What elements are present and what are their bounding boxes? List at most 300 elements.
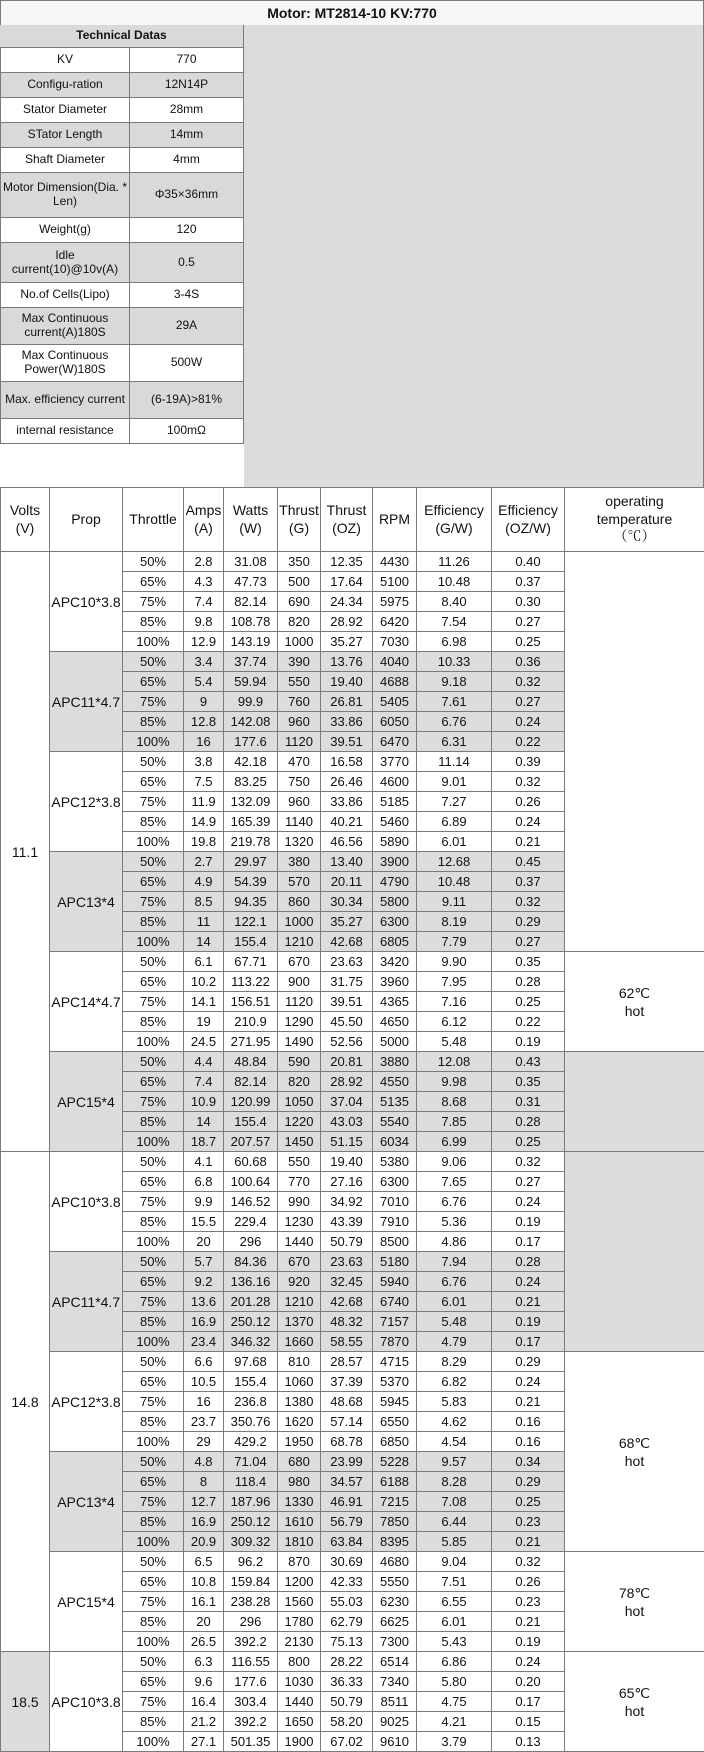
thrust-g-cell: 350 [278,552,321,572]
watts-cell: 83.25 [224,772,278,792]
efficiency-ozw-cell: 0.19 [492,1212,565,1232]
spec-row [0,345,244,382]
spec-row [0,48,244,73]
efficiency-gw-cell: 6.44 [417,1512,492,1532]
prop-cell: APC14*4.7 [50,952,123,1052]
efficiency-gw-cell: 5.83 [417,1392,492,1412]
watts-cell: 229.4 [224,1212,278,1232]
rpm-cell: 6850 [373,1432,417,1452]
prop-cell: APC15*4 [50,1052,123,1152]
efficiency-ozw-cell: 0.28 [492,1112,565,1132]
efficiency-ozw-cell: 0.15 [492,1712,565,1732]
throttle-cell: 65% [123,1272,184,1292]
table-row [1,1352,704,1372]
prop-cell: APC10*3.8 [50,1652,123,1752]
spec-label: Max. efficiency current [0,382,130,419]
spec-value: 770 [130,48,244,73]
amps-cell: 9.6 [184,1672,224,1692]
watts-cell: 136.16 [224,1272,278,1292]
prop-cell: APC10*3.8 [50,552,123,652]
spec-value: 29A [130,308,244,345]
thrust-oz-cell: 42.68 [321,932,373,952]
efficiency-gw-cell: 6.89 [417,812,492,832]
efficiency-gw-cell: 4.79 [417,1332,492,1352]
efficiency-ozw-cell: 0.24 [492,812,565,832]
amps-cell: 6.3 [184,1652,224,1672]
rpm-cell: 7157 [373,1312,417,1332]
throttle-cell: 85% [123,1212,184,1232]
rpm-cell: 5380 [373,1152,417,1172]
watts-cell: 94.35 [224,892,278,912]
spec-label: Configu-ration [0,73,130,98]
throttle-cell: 85% [123,1512,184,1532]
throttle-cell: 100% [123,832,184,852]
thrust-g-cell: 1210 [278,932,321,952]
thrust-g-cell: 800 [278,1652,321,1672]
throttle-cell: 65% [123,1072,184,1092]
efficiency-gw-cell: 5.80 [417,1672,492,1692]
thrust-g-cell: 1660 [278,1332,321,1352]
throttle-cell: 100% [123,1132,184,1152]
efficiency-gw-cell: 7.61 [417,692,492,712]
throttle-cell: 75% [123,1392,184,1412]
watts-cell: 54.39 [224,872,278,892]
throttle-cell: 100% [123,1332,184,1352]
rpm-cell: 6300 [373,1172,417,1192]
rpm-cell: 5540 [373,1112,417,1132]
amps-cell: 15.5 [184,1212,224,1232]
amps-cell: 9.2 [184,1272,224,1292]
efficiency-ozw-cell: 0.27 [492,612,565,632]
spec-value: 28mm [130,98,244,123]
column-header: Thrust (OZ) [321,488,373,552]
efficiency-ozw-cell: 0.29 [492,1472,565,1492]
efficiency-gw-cell: 7.54 [417,612,492,632]
efficiency-gw-cell: 12.68 [417,852,492,872]
efficiency-gw-cell: 12.08 [417,1052,492,1072]
amps-cell: 12.8 [184,712,224,732]
watts-cell: 210.9 [224,1012,278,1032]
amps-cell: 14 [184,932,224,952]
rpm-cell: 5228 [373,1452,417,1472]
specs-blank-area [244,25,704,487]
spec-row [0,173,244,218]
rpm-cell: 4365 [373,992,417,1012]
amps-cell: 27.1 [184,1732,224,1752]
efficiency-gw-cell: 10.48 [417,572,492,592]
efficiency-ozw-cell: 0.43 [492,1052,565,1072]
efficiency-gw-cell: 6.82 [417,1372,492,1392]
temperature-cell: 62℃ hot [565,952,704,1052]
efficiency-ozw-cell: 0.29 [492,1352,565,1372]
watts-cell: 132.09 [224,792,278,812]
thrust-g-cell: 570 [278,872,321,892]
amps-cell: 16 [184,732,224,752]
prop-cell: APC12*3.8 [50,752,123,852]
rpm-cell: 6805 [373,932,417,952]
thrust-g-cell: 960 [278,712,321,732]
thrust-oz-cell: 55.03 [321,1592,373,1612]
amps-cell: 6.8 [184,1172,224,1192]
amps-cell: 10.2 [184,972,224,992]
thrust-g-cell: 550 [278,672,321,692]
watts-cell: 296 [224,1612,278,1632]
thrust-g-cell: 1780 [278,1612,321,1632]
watts-cell: 392.2 [224,1712,278,1732]
throttle-cell: 100% [123,1532,184,1552]
efficiency-ozw-cell: 0.35 [492,1072,565,1092]
spec-label: No.of Cells(Lipo) [0,283,130,308]
prop-cell: APC11*4.7 [50,1252,123,1352]
spec-row [0,148,244,173]
table-row [1,552,704,572]
spec-label: internal resistance [0,419,130,444]
spec-label: KV [0,48,130,73]
column-header: Efficiency (OZ/W) [492,488,565,552]
thrust-g-cell: 670 [278,952,321,972]
amps-cell: 4.9 [184,872,224,892]
throttle-cell: 100% [123,1432,184,1452]
thrust-oz-cell: 42.33 [321,1572,373,1592]
volts-cell: 11.1 [1,552,50,1152]
thrust-oz-cell: 13.40 [321,852,373,872]
rpm-cell: 9025 [373,1712,417,1732]
thrust-g-cell: 860 [278,892,321,912]
thrust-oz-cell: 58.55 [321,1332,373,1352]
throttle-cell: 65% [123,1172,184,1192]
amps-cell: 10.5 [184,1372,224,1392]
spec-label: Motor Dimension(Dia. * Len) [0,173,130,218]
efficiency-ozw-cell: 0.17 [492,1692,565,1712]
thrust-g-cell: 1320 [278,832,321,852]
amps-cell: 3.8 [184,752,224,772]
watts-cell: 31.08 [224,552,278,572]
thrust-g-cell: 1650 [278,1712,321,1732]
efficiency-gw-cell: 10.48 [417,872,492,892]
watts-cell: 97.68 [224,1352,278,1372]
rpm-cell: 7910 [373,1212,417,1232]
amps-cell: 2.7 [184,852,224,872]
thrust-g-cell: 1380 [278,1392,321,1412]
thrust-g-cell: 670 [278,1252,321,1272]
watts-cell: 309.32 [224,1532,278,1552]
watts-cell: 187.96 [224,1492,278,1512]
efficiency-gw-cell: 4.54 [417,1432,492,1452]
thrust-g-cell: 1810 [278,1532,321,1552]
efficiency-ozw-cell: 0.20 [492,1672,565,1692]
thrust-g-cell: 1060 [278,1372,321,1392]
amps-cell: 26.5 [184,1632,224,1652]
throttle-cell: 75% [123,1092,184,1112]
amps-cell: 29 [184,1432,224,1452]
spec-row [0,98,244,123]
watts-cell: 165.39 [224,812,278,832]
thrust-g-cell: 980 [278,1472,321,1492]
thrust-oz-cell: 42.68 [321,1292,373,1312]
thrust-oz-cell: 20.11 [321,872,373,892]
throttle-cell: 75% [123,1592,184,1612]
efficiency-gw-cell: 9.57 [417,1452,492,1472]
rpm-cell: 7340 [373,1672,417,1692]
efficiency-gw-cell: 5.85 [417,1532,492,1552]
prop-cell: APC10*3.8 [50,1152,123,1252]
throttle-cell: 50% [123,1252,184,1272]
efficiency-gw-cell: 6.01 [417,1612,492,1632]
throttle-cell: 100% [123,932,184,952]
volts-cell: 14.8 [1,1152,50,1652]
thrust-g-cell: 1220 [278,1112,321,1132]
rpm-cell: 6420 [373,612,417,632]
efficiency-ozw-cell: 0.17 [492,1232,565,1252]
thrust-g-cell: 1000 [278,912,321,932]
throttle-cell: 75% [123,792,184,812]
throttle-cell: 50% [123,952,184,972]
prop-cell: APC11*4.7 [50,652,123,752]
rpm-cell: 8395 [373,1532,417,1552]
throttle-cell: 65% [123,572,184,592]
amps-cell: 14.9 [184,812,224,832]
column-header: Throttle [123,488,184,552]
watts-cell: 82.14 [224,592,278,612]
spec-label: STator Length [0,123,130,148]
efficiency-ozw-cell: 0.22 [492,1012,565,1032]
throttle-cell: 75% [123,1192,184,1212]
efficiency-ozw-cell: 0.37 [492,872,565,892]
thrust-g-cell: 1140 [278,812,321,832]
prop-cell: APC13*4 [50,852,123,952]
thrust-g-cell: 680 [278,1452,321,1472]
efficiency-gw-cell: 4.86 [417,1232,492,1252]
watts-cell: 155.4 [224,932,278,952]
table-row [1,1552,704,1572]
table-row [1,952,704,972]
efficiency-ozw-cell: 0.32 [492,772,565,792]
efficiency-ozw-cell: 0.26 [492,1572,565,1592]
efficiency-ozw-cell: 0.37 [492,572,565,592]
column-header: operating temperature （℃） [565,488,704,552]
amps-cell: 8 [184,1472,224,1492]
efficiency-gw-cell: 6.12 [417,1012,492,1032]
thrust-oz-cell: 24.34 [321,592,373,612]
thrust-oz-cell: 48.32 [321,1312,373,1332]
rpm-cell: 3880 [373,1052,417,1072]
thrust-oz-cell: 52.56 [321,1032,373,1052]
efficiency-gw-cell: 10.33 [417,652,492,672]
rpm-cell: 8500 [373,1232,417,1252]
throttle-cell: 75% [123,592,184,612]
throttle-cell: 65% [123,1372,184,1392]
efficiency-ozw-cell: 0.25 [492,632,565,652]
thrust-g-cell: 1440 [278,1232,321,1252]
rpm-cell: 6470 [373,732,417,752]
throttle-cell: 100% [123,1732,184,1752]
amps-cell: 10.9 [184,1092,224,1112]
thrust-g-cell: 770 [278,1172,321,1192]
thrust-oz-cell: 34.57 [321,1472,373,1492]
temperature-cell [565,1152,704,1352]
thrust-g-cell: 2130 [278,1632,321,1652]
efficiency-gw-cell: 7.79 [417,932,492,952]
temperature-cell: 65℃ hot [565,1652,704,1752]
watts-cell: 236.8 [224,1392,278,1412]
throttle-cell: 75% [123,1692,184,1712]
efficiency-ozw-cell: 0.21 [492,1612,565,1632]
spec-value: 14mm [130,123,244,148]
efficiency-ozw-cell: 0.16 [492,1432,565,1452]
thrust-oz-cell: 46.56 [321,832,373,852]
spec-label: Shaft Diameter [0,148,130,173]
efficiency-ozw-cell: 0.23 [492,1592,565,1612]
throttle-cell: 50% [123,1052,184,1072]
throttle-cell: 50% [123,1552,184,1572]
thrust-g-cell: 550 [278,1152,321,1172]
watts-cell: 159.84 [224,1572,278,1592]
watts-cell: 29.97 [224,852,278,872]
efficiency-ozw-cell: 0.16 [492,1412,565,1432]
efficiency-gw-cell: 8.19 [417,912,492,932]
efficiency-ozw-cell: 0.45 [492,852,565,872]
watts-cell: 201.28 [224,1292,278,1312]
amps-cell: 19.8 [184,832,224,852]
efficiency-ozw-cell: 0.32 [492,892,565,912]
watts-cell: 250.12 [224,1312,278,1332]
amps-cell: 16.9 [184,1312,224,1332]
efficiency-gw-cell: 9.98 [417,1072,492,1092]
efficiency-gw-cell: 11.26 [417,552,492,572]
rpm-cell: 3900 [373,852,417,872]
amps-cell: 7.4 [184,1072,224,1092]
watts-cell: 113.22 [224,972,278,992]
column-header: Prop [50,488,123,552]
watts-cell: 108.78 [224,612,278,632]
thrust-oz-cell: 39.51 [321,732,373,752]
thrust-oz-cell: 19.40 [321,672,373,692]
efficiency-gw-cell: 6.01 [417,832,492,852]
efficiency-ozw-cell: 0.24 [492,1192,565,1212]
spec-value: 3-4S [130,283,244,308]
efficiency-ozw-cell: 0.24 [492,1272,565,1292]
efficiency-ozw-cell: 0.30 [492,592,565,612]
watts-cell: 122.1 [224,912,278,932]
thrust-oz-cell: 34.92 [321,1192,373,1212]
rpm-cell: 4550 [373,1072,417,1092]
rpm-cell: 4600 [373,772,417,792]
watts-cell: 120.99 [224,1092,278,1112]
efficiency-gw-cell: 9.01 [417,772,492,792]
amps-cell: 23.7 [184,1412,224,1432]
thrust-oz-cell: 26.81 [321,692,373,712]
thrust-oz-cell: 36.33 [321,1672,373,1692]
thrust-oz-cell: 43.03 [321,1112,373,1132]
thrust-oz-cell: 68.78 [321,1432,373,1452]
throttle-cell: 50% [123,752,184,772]
thrust-oz-cell: 27.16 [321,1172,373,1192]
efficiency-ozw-cell: 0.27 [492,932,565,952]
thrust-oz-cell: 35.27 [321,632,373,652]
spec-value: 120 [130,218,244,243]
volts-cell: 18.5 [1,1652,50,1752]
thrust-g-cell: 380 [278,852,321,872]
efficiency-gw-cell: 6.31 [417,732,492,752]
efficiency-gw-cell: 4.75 [417,1692,492,1712]
spec-row [0,283,244,308]
spec-row [0,73,244,98]
rpm-cell: 5945 [373,1392,417,1412]
watts-cell: 156.51 [224,992,278,1012]
watts-cell: 99.9 [224,692,278,712]
watts-cell: 48.84 [224,1052,278,1072]
efficiency-gw-cell: 6.98 [417,632,492,652]
spec-row [0,218,244,243]
efficiency-gw-cell: 5.43 [417,1632,492,1652]
throttle-cell: 85% [123,1012,184,1032]
thrust-g-cell: 1620 [278,1412,321,1432]
throttle-cell: 75% [123,1292,184,1312]
column-header: Volts (V) [1,488,50,552]
watts-cell: 143.19 [224,632,278,652]
rpm-cell: 4430 [373,552,417,572]
amps-cell: 16 [184,1392,224,1412]
table-header-row [1,488,704,552]
efficiency-gw-cell: 9.90 [417,952,492,972]
amps-cell: 21.2 [184,1712,224,1732]
thrust-oz-cell: 50.79 [321,1232,373,1252]
amps-cell: 12.9 [184,632,224,652]
throttle-cell: 85% [123,1412,184,1432]
efficiency-ozw-cell: 0.25 [492,992,565,1012]
throttle-cell: 65% [123,772,184,792]
thrust-g-cell: 390 [278,652,321,672]
efficiency-ozw-cell: 0.32 [492,1152,565,1172]
efficiency-gw-cell: 4.62 [417,1412,492,1432]
efficiency-ozw-cell: 0.39 [492,752,565,772]
efficiency-ozw-cell: 0.26 [492,792,565,812]
efficiency-ozw-cell: 0.32 [492,1552,565,1572]
efficiency-gw-cell: 7.85 [417,1112,492,1132]
thrust-oz-cell: 32.45 [321,1272,373,1292]
throttle-cell: 85% [123,812,184,832]
spec-value: 100mΩ [130,419,244,444]
temperature-cell [565,552,704,952]
watts-cell: 238.28 [224,1592,278,1612]
thrust-oz-cell: 12.35 [321,552,373,572]
rpm-cell: 4715 [373,1352,417,1372]
watts-cell: 271.95 [224,1032,278,1052]
throttle-cell: 100% [123,632,184,652]
efficiency-ozw-cell: 0.40 [492,552,565,572]
thrust-g-cell: 1120 [278,992,321,1012]
thrust-g-cell: 1230 [278,1212,321,1232]
watts-cell: 47.73 [224,572,278,592]
amps-cell: 16.4 [184,1692,224,1712]
rpm-cell: 5180 [373,1252,417,1272]
thrust-g-cell: 690 [278,592,321,612]
rpm-cell: 7870 [373,1332,417,1352]
watts-cell: 67.71 [224,952,278,972]
amps-cell: 4.1 [184,1152,224,1172]
efficiency-ozw-cell: 0.21 [492,1392,565,1412]
throttle-cell: 100% [123,1632,184,1652]
throttle-cell: 85% [123,712,184,732]
amps-cell: 20 [184,1612,224,1632]
thrust-oz-cell: 23.63 [321,952,373,972]
thrust-oz-cell: 30.69 [321,1552,373,1572]
prop-cell: APC13*4 [50,1452,123,1552]
spec-row [0,123,244,148]
efficiency-ozw-cell: 0.24 [492,712,565,732]
column-header: Efficiency (G/W) [417,488,492,552]
efficiency-gw-cell: 6.86 [417,1652,492,1672]
